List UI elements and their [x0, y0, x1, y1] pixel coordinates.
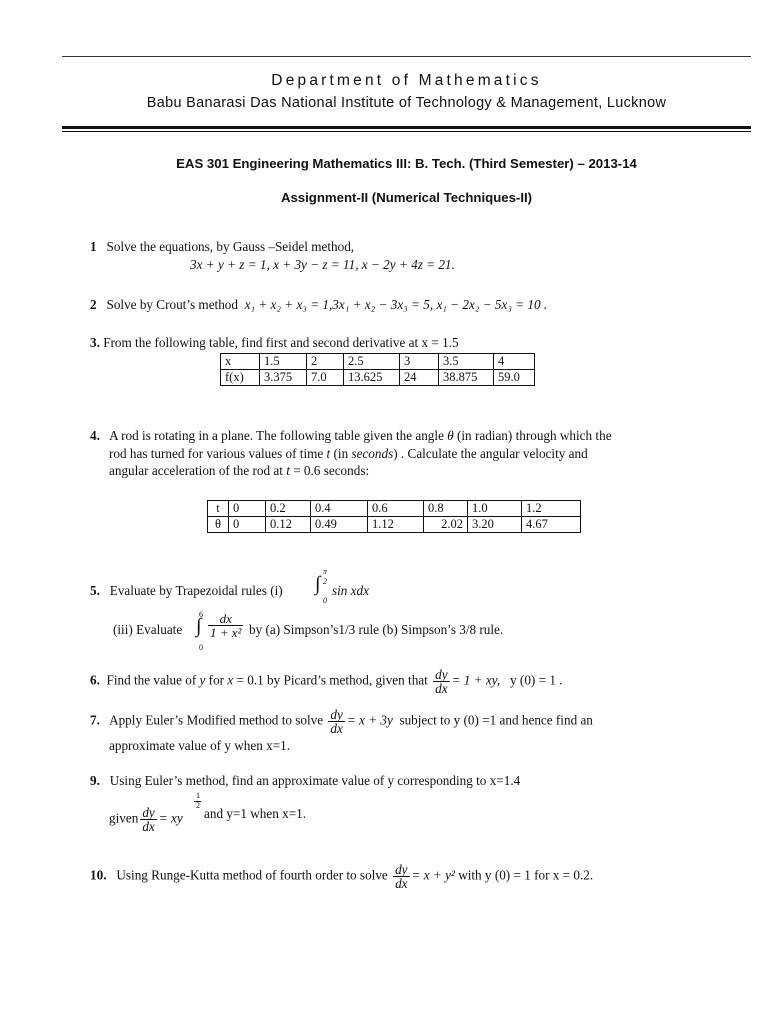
integral-sign: ∫ [315, 573, 321, 595]
table-cell: 0.49 [311, 517, 368, 533]
table-cell: 13.625 [344, 370, 400, 386]
table-cell: 1.5 [260, 354, 307, 370]
fraction-numerator: dy [395, 862, 408, 877]
table-cell: 4.67 [522, 517, 581, 533]
question-number: 2 [90, 297, 97, 312]
exponent-numerator: 1 [196, 791, 200, 800]
table-row [221, 370, 535, 386]
derivative-table [220, 353, 535, 386]
table-cell: 1.0 [468, 501, 522, 517]
question-text: A rod is rotating in a plane. The following table given the angle [109, 428, 448, 443]
integral-sign: ∫ [196, 615, 202, 637]
question-text: rod has turned for various values of time [109, 446, 327, 461]
question-1-equations: 3x + y + z = 1, x + 3y − z = 11, x − 2y + 4z = 21. [190, 257, 455, 272]
question-5-part-iii [113, 622, 182, 638]
table-cell: 24 [400, 370, 439, 386]
table-cell: f(x) [221, 370, 260, 386]
table-row [208, 501, 581, 517]
question-5 [90, 583, 283, 599]
question-text: with y (0) = 1 for x = 0.2. [458, 867, 594, 883]
initial-condition: y (0) = 1 . [510, 672, 563, 688]
question-text: for [205, 672, 228, 688]
table-cell: 1.12 [368, 517, 424, 533]
table-cell: 1.2 [522, 501, 581, 517]
question-text: (iii) Evaluate [113, 622, 183, 637]
question-number: 1 [90, 239, 97, 254]
question-text: subject to y (0) =1 and hence find an [399, 712, 593, 728]
question-10 [90, 863, 593, 890]
time-symbol: t [286, 463, 290, 478]
header-rule-thin [62, 131, 751, 132]
table-cell: 2.5 [344, 354, 400, 370]
table-cell: 0.12 [266, 517, 311, 533]
integral-upper-limit: π [323, 567, 328, 576]
question-text: Using Euler’s method, find an approximate value of y corresponding to x=1.4 [109, 773, 521, 788]
question-number: 3. [90, 335, 100, 350]
integral-upper-limit-denominator: 2 [323, 577, 327, 586]
equation-rhs: = x + y² [411, 867, 455, 883]
question-text: (in radian) through which the [453, 428, 612, 443]
fraction-denominator: 1 + x² [210, 625, 242, 640]
equation-rhs: = xy [158, 810, 183, 826]
question-text: From the following table, find first and second derivative at x = 1.5 [103, 335, 459, 350]
question-text: (in [330, 446, 352, 461]
fraction-numerator: dy [435, 667, 448, 682]
question-number: 7. [90, 712, 100, 728]
question-text: Apply Euler’s Modified method to solve [109, 712, 324, 728]
var-x: x [227, 672, 234, 688]
question-number: 9. [90, 773, 100, 788]
question-9 [90, 773, 520, 789]
question-number: 4. [90, 428, 100, 443]
question-7 [90, 708, 593, 735]
course-line: EAS 301 Engineering Mathematics III: B. Tech. (Third Semester) – 2013-14 [176, 156, 637, 171]
table-cell: 2.02 [424, 517, 468, 533]
time-symbol: t [326, 446, 331, 461]
derivative-fraction [140, 806, 156, 833]
fraction-numerator: dy [142, 805, 155, 820]
derivative-fraction [328, 708, 344, 735]
table-cell: 2 [307, 354, 344, 370]
question-3 [90, 335, 459, 351]
question-1 [90, 239, 354, 255]
question-5-rules: by (a) Simpson’s1/3 rule (b) Simpson’s 3/8 rule. [249, 622, 504, 637]
table-row [221, 354, 535, 370]
table-cell: 59.0 [494, 370, 535, 386]
seconds-word: seconds [351, 446, 394, 461]
question-number: 6. [90, 672, 100, 688]
table-cell: t [208, 501, 229, 517]
derivative-fraction [433, 668, 449, 695]
table-cell: 38.875 [439, 370, 494, 386]
var-y: y [199, 672, 206, 688]
question-text: ) . Calculate the angular velocity and [393, 446, 588, 461]
table-cell: 0 [229, 517, 266, 533]
question-6 [90, 668, 563, 695]
integrand: sin xdx [332, 583, 369, 598]
question-4-line-2 [109, 446, 588, 462]
fraction-denominator: dx [395, 876, 408, 891]
given-word: given [109, 810, 139, 826]
question-text: Evaluate by Trapezoidal rules (i) [109, 583, 283, 598]
question-number: 10. [90, 867, 107, 883]
derivative-fraction [393, 863, 409, 890]
angle-table [207, 500, 581, 533]
integral-lower-limit: 0 [323, 596, 327, 605]
question-text: Solve by Crout’s method [106, 297, 238, 312]
fraction-denominator: dx [330, 721, 343, 736]
question-text: Solve the equations, by Gauss –Seidel method, [106, 239, 355, 254]
table-cell: 0 [229, 501, 266, 517]
question-9-tail: and y=1 when x=1. [204, 806, 307, 821]
table-cell: 3.5 [439, 354, 494, 370]
question-4-line-1 [90, 428, 612, 444]
table-cell: θ [208, 517, 229, 533]
header-rule-thick [62, 126, 751, 129]
fraction-numerator: dy [330, 707, 343, 722]
equation-rhs: = 1 + xy, [451, 672, 501, 688]
fraction-denominator: dx [142, 819, 155, 834]
equation-rhs: = x + 3y [346, 712, 393, 728]
table-cell: 7.0 [307, 370, 344, 386]
question-text: angular acceleration of the rod at [109, 463, 287, 478]
question-2-equations: x₁ + x₂ + x₃ = 1,3x₁ + x₂ − 3x₃ = 5, x₁ − 2x₂ − 5x₃ = 10 . [244, 297, 548, 312]
question-4-line-3 [109, 463, 369, 479]
institute-name: Babu Banarasi Das National Institute of Technology & Management, Lucknow [146, 95, 667, 111]
department-title: Department of Mathematics [271, 72, 542, 89]
exponent-denominator: 2 [196, 801, 200, 810]
question-text: Using Runge-Kutta method of fourth order to solve [116, 867, 388, 883]
table-cell: 0.8 [424, 501, 468, 517]
table-cell: x [221, 354, 260, 370]
table-cell: 3 [400, 354, 439, 370]
table-cell: 0.6 [368, 501, 424, 517]
table-cell: 0.2 [266, 501, 311, 517]
table-cell: 3.20 [468, 517, 522, 533]
fraction-denominator: dx [435, 681, 448, 696]
integral-lower-limit: 0 [199, 643, 203, 652]
question-text: = 0.6 seconds: [289, 463, 370, 478]
integral-upper-limit: 6 [199, 610, 203, 619]
table-cell: 0.4 [311, 501, 368, 517]
table-cell: 4 [494, 354, 535, 370]
top-rule [62, 56, 751, 57]
question-text: Find the value of [106, 672, 200, 688]
question-7-line-2: approximate value of y when x=1. [109, 738, 291, 753]
question-number: 5. [90, 583, 100, 598]
question-2 [90, 297, 547, 313]
table-cell: 3.375 [260, 370, 307, 386]
table-row [208, 517, 581, 533]
fraction-numerator: dx [208, 612, 243, 626]
question-text: = 0.1 by Picard’s method, given that [233, 672, 428, 688]
theta-symbol: θ [447, 428, 454, 443]
assignment-title: Assignment-II (Numerical Techniques-II) [280, 190, 533, 205]
question-9-line-2 [109, 806, 183, 833]
fraction [208, 612, 243, 639]
